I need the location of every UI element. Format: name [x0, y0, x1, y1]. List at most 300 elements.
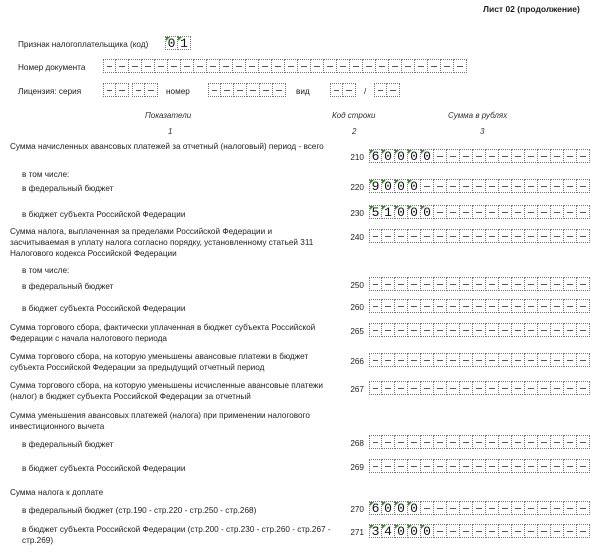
char-cell — [551, 229, 564, 243]
char-cell — [454, 59, 467, 73]
char-cell — [221, 83, 234, 97]
char-cell — [382, 353, 395, 367]
char-cell — [460, 501, 473, 515]
char-cell — [473, 179, 486, 193]
char-cell — [273, 83, 286, 97]
char-cell — [473, 524, 486, 538]
amount-field[interactable] — [369, 435, 590, 449]
char-cell — [408, 435, 421, 449]
row-label: Сумма торгового сбора, фактически уплаченная в бюджет субъекта Российской Федерации с начала налогового периода — [10, 323, 316, 343]
column-number-2: 2 — [352, 127, 357, 136]
char-cell — [486, 353, 499, 367]
char-cell: 0 — [395, 501, 408, 515]
char-cell — [473, 299, 486, 313]
char-cell — [577, 501, 590, 515]
char-cell — [551, 459, 564, 473]
char-cell — [395, 435, 408, 449]
row-code: 271 — [350, 528, 364, 537]
char-cell — [421, 459, 434, 473]
amount-field[interactable] — [369, 381, 590, 395]
char-cell — [129, 59, 142, 73]
char-cell — [343, 83, 356, 97]
char-cell: 0 — [382, 501, 395, 515]
license-series-field-2[interactable] — [132, 83, 158, 97]
char-cell: 0 — [421, 524, 434, 538]
char-cell — [434, 501, 447, 515]
char-cell — [577, 435, 590, 449]
char-cell — [382, 229, 395, 243]
char-cell — [564, 205, 577, 219]
char-cell — [499, 179, 512, 193]
char-cell — [382, 381, 395, 395]
char-cell — [421, 435, 434, 449]
char-cell — [499, 149, 512, 163]
char-cell — [577, 179, 590, 193]
row-label: в бюджет субъекта Российской Федерации — [22, 464, 186, 473]
char-cell — [260, 83, 273, 97]
char-cell — [369, 299, 382, 313]
char-cell — [486, 501, 499, 515]
char-cell — [473, 229, 486, 243]
char-cell — [564, 353, 577, 367]
char-cell — [525, 435, 538, 449]
char-cell — [369, 459, 382, 473]
license-number-field[interactable] — [208, 83, 286, 97]
row-label: в федеральный бюджет — [22, 440, 114, 449]
char-cell — [460, 435, 473, 449]
char-cell: 0 — [408, 179, 421, 193]
char-cell — [382, 323, 395, 337]
amount-field[interactable] — [369, 501, 590, 515]
amount-field[interactable] — [369, 353, 590, 367]
char-cell — [473, 501, 486, 515]
char-cell — [234, 83, 247, 97]
char-cell — [447, 435, 460, 449]
char-cell — [512, 435, 525, 449]
char-cell: 0 — [395, 524, 408, 538]
char-cell: 5 — [369, 205, 382, 219]
row-code: 265 — [350, 327, 364, 336]
char-cell — [330, 83, 343, 97]
char-cell — [577, 299, 590, 313]
char-cell — [408, 381, 421, 395]
char-cell — [434, 179, 447, 193]
char-cell — [538, 524, 551, 538]
char-cell — [369, 323, 382, 337]
char-cell — [551, 381, 564, 395]
column-number-1: 1 — [168, 127, 173, 136]
char-cell — [486, 435, 499, 449]
taxpayer-sign-label: Признак налогоплательщика (код) — [18, 40, 149, 49]
char-cell — [369, 277, 382, 291]
char-cell — [421, 323, 434, 337]
char-cell — [473, 435, 486, 449]
char-cell: 0 — [165, 36, 178, 50]
license-type-label: вид — [296, 87, 310, 96]
char-cell — [486, 205, 499, 219]
char-cell — [486, 179, 499, 193]
char-cell — [369, 353, 382, 367]
char-cell — [395, 459, 408, 473]
char-cell — [512, 149, 525, 163]
char-cell — [525, 381, 538, 395]
char-cell: 3 — [369, 524, 382, 538]
char-cell — [577, 459, 590, 473]
char-cell — [525, 501, 538, 515]
char-cell — [499, 459, 512, 473]
char-cell — [486, 524, 499, 538]
char-cell — [415, 59, 428, 73]
char-cell — [512, 229, 525, 243]
char-cell — [434, 435, 447, 449]
amount-field[interactable] — [369, 179, 590, 193]
char-cell — [350, 59, 363, 73]
char-cell — [577, 381, 590, 395]
char-cell — [207, 59, 220, 73]
row-code: 220 — [350, 183, 364, 192]
char-cell — [538, 149, 551, 163]
char-cell — [577, 149, 590, 163]
char-cell — [564, 179, 577, 193]
char-cell — [551, 179, 564, 193]
char-cell — [408, 277, 421, 291]
char-cell — [538, 435, 551, 449]
char-cell — [194, 59, 207, 73]
char-cell — [447, 501, 460, 515]
row-label: в бюджет субъекта Российской Федерации — [22, 304, 186, 313]
char-cell — [421, 501, 434, 515]
char-cell: 1 — [178, 36, 191, 50]
char-cell: 6 — [369, 149, 382, 163]
row-code: 270 — [350, 505, 364, 514]
char-cell — [447, 524, 460, 538]
char-cell — [564, 149, 577, 163]
char-cell — [181, 59, 194, 73]
license-type-field-2[interactable] — [374, 83, 400, 97]
char-cell — [499, 501, 512, 515]
page-header: Лист 02 (продолжение) — [483, 4, 580, 14]
taxpayer-sign-field[interactable] — [165, 36, 191, 50]
row-label: Сумма уменьшения авансовых платежей (налога) при применении налогового инвестиционного вычета — [10, 411, 310, 431]
char-cell — [499, 524, 512, 538]
char-cell — [525, 524, 538, 538]
license-slash: / — [364, 87, 367, 96]
license-series-label: Лицензия: серия — [18, 87, 82, 96]
char-cell — [577, 323, 590, 337]
row-code: 267 — [350, 385, 364, 394]
char-cell — [473, 323, 486, 337]
row-label: Сумма торгового сбора, на которую уменьшены исчисленные авансовые платежи (налог) в бюджет субъекта Российской Федерации за отчетный — [10, 381, 323, 401]
char-cell — [441, 59, 454, 73]
char-cell — [460, 179, 473, 193]
char-cell — [434, 277, 447, 291]
char-cell — [538, 179, 551, 193]
char-cell — [434, 381, 447, 395]
char-cell — [486, 149, 499, 163]
char-cell — [499, 205, 512, 219]
column-amount-header: Сумма в рублях — [448, 111, 508, 120]
amount-field[interactable] — [369, 524, 590, 538]
char-cell — [395, 353, 408, 367]
row-label: в федеральный бюджет (стр.190 - стр.220 - стр.250 - стр.268) — [22, 506, 257, 515]
char-cell: 0 — [382, 179, 395, 193]
char-cell — [525, 179, 538, 193]
char-cell — [382, 435, 395, 449]
char-cell — [460, 459, 473, 473]
row-code: 269 — [350, 463, 364, 472]
char-cell — [447, 353, 460, 367]
char-cell — [460, 149, 473, 163]
row-code: 268 — [350, 439, 364, 448]
char-cell — [538, 229, 551, 243]
char-cell — [402, 59, 415, 73]
char-cell — [428, 59, 441, 73]
char-cell — [564, 299, 577, 313]
amount-field[interactable] — [369, 149, 590, 163]
char-cell — [447, 299, 460, 313]
char-cell — [525, 149, 538, 163]
char-cell — [473, 459, 486, 473]
char-cell — [499, 381, 512, 395]
row-code: 230 — [350, 209, 364, 218]
char-cell — [434, 323, 447, 337]
row-label: в федеральный бюджет — [22, 282, 114, 291]
char-cell — [473, 381, 486, 395]
char-cell — [473, 149, 486, 163]
column-indicators-header: Показатели — [145, 111, 192, 120]
char-cell — [538, 353, 551, 367]
document-number-field[interactable] — [103, 59, 467, 73]
char-cell: 0 — [395, 179, 408, 193]
char-cell — [395, 229, 408, 243]
char-cell — [512, 205, 525, 219]
char-cell — [525, 323, 538, 337]
char-cell — [486, 299, 499, 313]
char-cell — [460, 381, 473, 395]
char-cell — [132, 83, 145, 97]
char-cell — [369, 381, 382, 395]
char-cell — [512, 381, 525, 395]
char-cell: 1 — [382, 205, 395, 219]
amount-field[interactable] — [369, 229, 590, 243]
char-cell: 0 — [421, 205, 434, 219]
char-cell — [382, 277, 395, 291]
char-cell — [577, 353, 590, 367]
char-cell — [298, 59, 311, 73]
char-cell — [421, 381, 434, 395]
char-cell — [434, 459, 447, 473]
char-cell — [145, 83, 158, 97]
char-cell — [434, 149, 447, 163]
char-cell — [473, 277, 486, 291]
char-cell — [512, 353, 525, 367]
char-cell — [551, 353, 564, 367]
char-cell — [421, 229, 434, 243]
char-cell — [233, 59, 246, 73]
char-cell: 0 — [408, 501, 421, 515]
char-cell — [473, 353, 486, 367]
row-label: Сумма торгового сбора, на которую уменьшены авансовые платежи в бюджет субъекта Российской Федерации за предыдущий отчетный период — [10, 352, 309, 372]
char-cell — [103, 83, 116, 97]
char-cell — [551, 299, 564, 313]
char-cell — [382, 299, 395, 313]
char-cell — [512, 179, 525, 193]
char-cell — [499, 277, 512, 291]
char-cell — [447, 277, 460, 291]
license-series-field[interactable] — [103, 83, 129, 97]
char-cell — [564, 501, 577, 515]
char-cell — [564, 459, 577, 473]
char-cell — [408, 299, 421, 313]
char-cell — [408, 229, 421, 243]
char-cell — [460, 299, 473, 313]
char-cell: 0 — [395, 149, 408, 163]
char-cell — [382, 459, 395, 473]
char-cell — [525, 205, 538, 219]
char-cell — [512, 299, 525, 313]
char-cell — [486, 277, 499, 291]
char-cell — [311, 59, 324, 73]
char-cell — [408, 459, 421, 473]
amount-field[interactable] — [369, 459, 590, 473]
row-label: в федеральный бюджет — [22, 184, 114, 193]
char-cell: 0 — [421, 149, 434, 163]
char-cell — [486, 459, 499, 473]
row-code: 250 — [350, 281, 364, 290]
char-cell — [447, 459, 460, 473]
char-cell — [116, 59, 129, 73]
char-cell — [551, 277, 564, 291]
char-cell — [525, 299, 538, 313]
char-cell: 0 — [408, 149, 421, 163]
row-label: в том числе: — [22, 170, 70, 179]
char-cell — [486, 381, 499, 395]
char-cell — [499, 323, 512, 337]
char-cell — [525, 277, 538, 291]
char-cell — [369, 435, 382, 449]
char-cell — [395, 323, 408, 337]
license-number-label: номер — [166, 87, 190, 96]
char-cell — [155, 59, 168, 73]
amount-field[interactable] — [369, 277, 590, 291]
char-cell — [421, 353, 434, 367]
char-cell — [538, 501, 551, 515]
char-cell — [387, 83, 400, 97]
char-cell — [421, 277, 434, 291]
char-cell — [512, 277, 525, 291]
row-code: 260 — [350, 303, 364, 312]
row-code: 210 — [350, 153, 364, 162]
char-cell — [408, 353, 421, 367]
char-cell — [460, 229, 473, 243]
char-cell — [337, 59, 350, 73]
char-cell — [116, 83, 129, 97]
char-cell — [285, 59, 298, 73]
char-cell — [538, 277, 551, 291]
char-cell — [103, 59, 116, 73]
amount-field[interactable] — [369, 299, 590, 313]
char-cell — [538, 299, 551, 313]
char-cell — [408, 323, 421, 337]
char-cell — [374, 83, 387, 97]
char-cell — [538, 381, 551, 395]
char-cell — [538, 323, 551, 337]
char-cell — [525, 353, 538, 367]
char-cell — [577, 229, 590, 243]
char-cell — [208, 83, 221, 97]
char-cell — [376, 59, 389, 73]
char-cell: 4 — [382, 524, 395, 538]
char-cell — [538, 205, 551, 219]
row-label: в том числе: — [22, 266, 70, 275]
char-cell — [421, 299, 434, 313]
char-cell — [564, 277, 577, 291]
char-cell — [525, 459, 538, 473]
char-cell — [259, 59, 272, 73]
char-cell — [512, 501, 525, 515]
char-cell — [246, 59, 259, 73]
row-label: в бюджет субъекта Российской Федерации — [22, 210, 186, 219]
char-cell — [512, 323, 525, 337]
char-cell — [499, 435, 512, 449]
char-cell — [168, 59, 181, 73]
char-cell — [564, 524, 577, 538]
char-cell — [499, 353, 512, 367]
char-cell — [564, 229, 577, 243]
char-cell — [499, 299, 512, 313]
char-cell — [395, 381, 408, 395]
row-code: 240 — [350, 233, 364, 242]
char-cell — [447, 179, 460, 193]
char-cell — [142, 59, 155, 73]
char-cell — [434, 299, 447, 313]
char-cell: 6 — [369, 501, 382, 515]
char-cell — [447, 205, 460, 219]
char-cell: 0 — [395, 205, 408, 219]
char-cell — [564, 323, 577, 337]
char-cell — [421, 179, 434, 193]
char-cell — [460, 277, 473, 291]
char-cell — [551, 501, 564, 515]
row-code: 266 — [350, 357, 364, 366]
char-cell — [447, 323, 460, 337]
char-cell — [247, 83, 260, 97]
char-cell — [564, 435, 577, 449]
char-cell — [220, 59, 233, 73]
amount-field[interactable] — [369, 323, 590, 337]
char-cell — [577, 277, 590, 291]
char-cell — [473, 205, 486, 219]
char-cell — [551, 524, 564, 538]
char-cell — [486, 323, 499, 337]
char-cell — [272, 59, 285, 73]
char-cell — [538, 459, 551, 473]
char-cell — [389, 59, 402, 73]
amount-field[interactable] — [369, 205, 590, 219]
char-cell — [525, 229, 538, 243]
char-cell — [551, 149, 564, 163]
license-type-field[interactable] — [330, 83, 356, 97]
char-cell — [369, 229, 382, 243]
char-cell — [512, 459, 525, 473]
char-cell: 0 — [408, 205, 421, 219]
column-number-3: 3 — [480, 127, 485, 136]
char-cell: 0 — [408, 524, 421, 538]
row-label: Сумма налога к доплате — [10, 488, 104, 497]
char-cell — [434, 353, 447, 367]
char-cell — [395, 299, 408, 313]
char-cell — [460, 205, 473, 219]
